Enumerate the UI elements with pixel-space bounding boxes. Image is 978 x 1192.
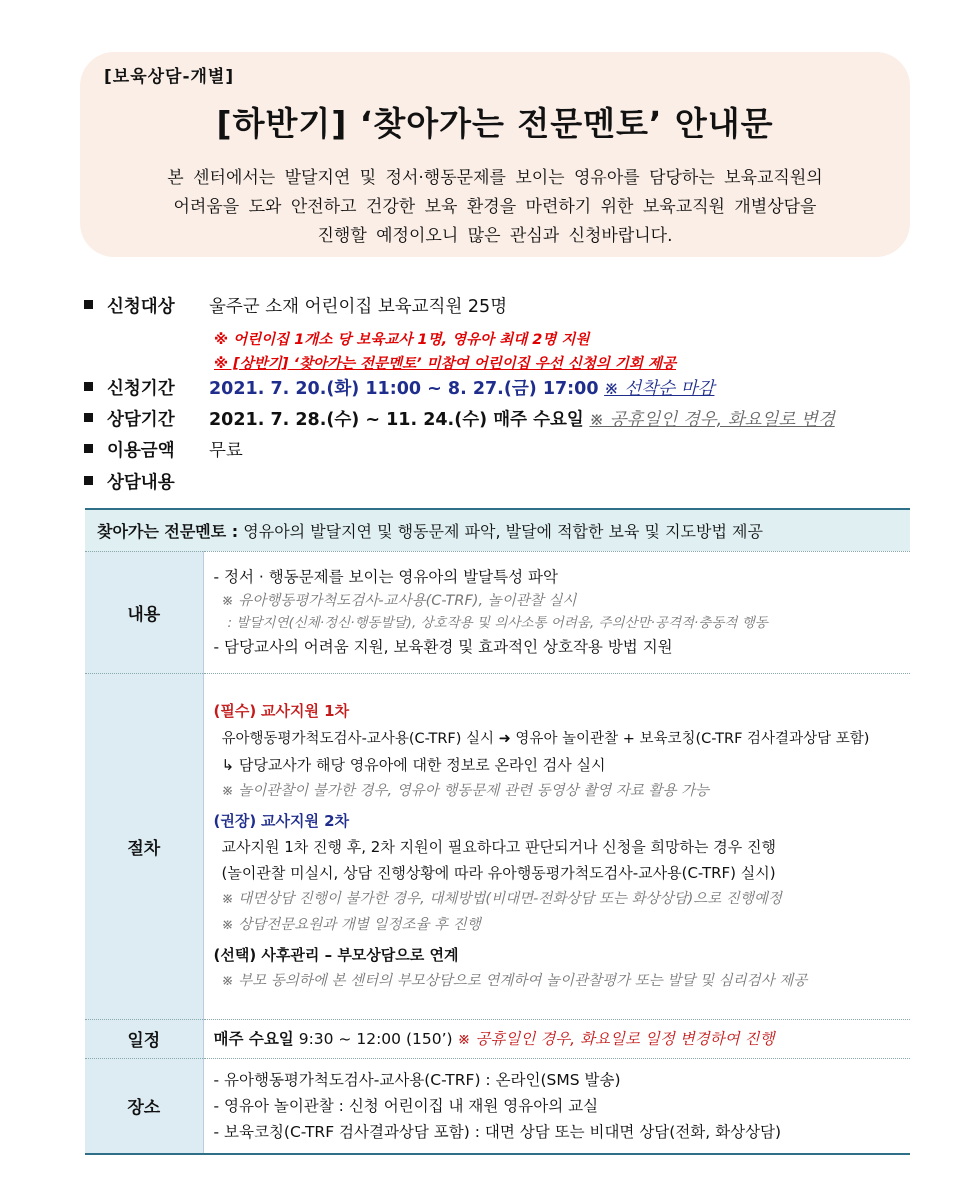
info-target [84, 293, 507, 318]
info-label: 이용금액 [107, 441, 175, 461]
bullet-icon [84, 413, 93, 422]
table-head-row [85, 509, 910, 551]
intro-line: 어려움을 도와 안전하고 건강한 보육 환경을 마련하기 위한 보육교직원 개별상담을 [173, 197, 817, 217]
info-label: 상담기간 [107, 410, 175, 430]
content-note: : 발달지연(신체·정신·행동발달), 상호작용 및 의사소통 어려움, 주의산만·공격적·충동적 행동 [227, 615, 768, 631]
content-note: ※ 유아행동평가척도검사-교사용(C-TRF), 놀이관찰 실시 [221, 593, 577, 609]
schedule-time: 9:30 ~ 12:00 (150’) [298, 1029, 453, 1048]
table-row [85, 1019, 910, 1058]
bullet-icon [84, 444, 93, 453]
row-label: 절차 [85, 673, 203, 1019]
detail-table [85, 508, 910, 1155]
intro-line: 본 센터에서는 발달지연 및 정서·행동문제를 보이는 영유아를 담당하는 보육교직원의 [167, 168, 823, 188]
content-line: - 정서 · 행동문제를 보이는 영유아의 발달특성 파악 [213, 568, 558, 586]
step1-line: ↳ 담당교사가 해당 영유아에 대한 정보로 온라인 검사 실시 [221, 756, 606, 774]
step2-heading [214, 808, 903, 834]
info-note: ※ 공휴일인 경우, 화요일로 변경 [589, 410, 835, 430]
step2-title: 교사지원 2차 [260, 812, 350, 830]
info-note: ※ 선착순 마감 [604, 379, 715, 399]
category-label: [보육상담-개별] [104, 67, 235, 87]
info-value: 울주군 소재 어린이집 보육교직원 25명 [209, 297, 508, 317]
intro-text [100, 164, 890, 251]
place-line: - 영유아 놀이관찰 : 신청 어린이집 내 재원 영유아의 교실 [213, 1096, 599, 1115]
row-label: 장소 [85, 1058, 203, 1154]
target-note: ※ 어린이집 1개소 당 보육교사 1명, 영유아 최대 2명 지원 [214, 332, 590, 348]
place-line: - 보육코칭(C-TRF 검사결과상담 포함) : 대면 상담 또는 비대면 상담(전화, 화상상담) [213, 1122, 782, 1141]
row-label: 일정 [85, 1019, 203, 1058]
info-label: 상담내용 [107, 473, 175, 493]
table-head-title: 찾아가는 전문멘토 : [97, 521, 239, 541]
info-fee [84, 437, 243, 462]
step1-title: 교사지원 1차 [260, 702, 350, 720]
table-row [85, 551, 910, 673]
intro-line: 진행할 예정이오니 많은 관심과 신청바랍니다. [317, 226, 673, 246]
table-row [85, 1058, 910, 1154]
row-body [203, 551, 910, 673]
step2-tag: (권장) [213, 812, 257, 830]
info-consult-period [84, 406, 835, 431]
table-head-desc: 영유아의 발달지연 및 행동문제 파악, 발달에 적합한 보육 및 지도방법 제공 [243, 521, 763, 541]
place-line: - 유아행동평가척도검사-교사용(C-TRF) : 온라인(SMS 발송) [213, 1070, 621, 1089]
step1-line: 유아행동평가척도검사-교사용(C-TRF) 실시 ➜ 영유아 놀이관찰 + 보육코칭(C-TRF 검사결과상담 포함) [221, 731, 870, 747]
target-note: ※ [상반기] ‘찾아가는 전문멘토’ 미참여 어린이집 우선 신청의 기회 제공 [214, 356, 676, 372]
bullet-icon [84, 300, 93, 309]
schedule-day: 매주 수요일 [213, 1029, 294, 1048]
step3-heading: (선택) 사후관리 – 부모상담으로 연계 [213, 946, 459, 964]
page-title: [하반기] ‘찾아가는 전문멘토’ 안내문 [216, 104, 774, 143]
row-body [203, 1058, 910, 1154]
row-body [203, 1019, 910, 1058]
table-row [85, 673, 910, 1019]
step2-line: (놀이관찰 미실시, 상담 진행상황에 따라 유아행동평가척도검사-교사용(C-TRF) 실시) [221, 864, 776, 882]
step2-note: ※ 상담전문요원과 개별 일정조율 후 진행 [221, 917, 481, 933]
step3-note: ※ 부모 동의하에 본 센터의 부모상담으로 연계하여 놀이관찰평가 또는 발달 및 심리검사 제공 [221, 973, 808, 989]
step2-note: ※ 대면상담 진행이 불가한 경우, 대체방법(비대면-전화상담 또는 화상상담)으로 진행예정 [221, 891, 782, 907]
row-label: 내용 [85, 551, 203, 673]
info-value: 2021. 7. 28.(수) ~ 11. 24.(수) 매주 수요일 [209, 410, 584, 430]
bullet-icon [84, 382, 93, 391]
info-label: 신청기간 [107, 379, 175, 399]
info-value: 2021. 7. 20.(화) 11:00 ~ 8. 27.(금) 17:00 [209, 379, 599, 399]
bullet-icon [84, 476, 93, 485]
info-content [84, 469, 209, 494]
step1-tag: (필수) [213, 702, 257, 720]
step1-note: ※ 놀이관찰이 불가한 경우, 영유아 행동문제 관련 동영상 촬영 자료 활용 가능 [221, 783, 710, 799]
info-value: 무료 [209, 441, 243, 461]
step1-heading [214, 698, 903, 724]
info-label: 신청대상 [107, 297, 175, 317]
row-body [203, 673, 910, 1019]
info-apply-period [84, 375, 714, 400]
table-head-cell [85, 509, 910, 551]
schedule-note: ※ 공휴일인 경우, 화요일로 일정 변경하여 진행 [457, 1029, 775, 1048]
step2-line: 교사지원 1차 진행 후, 2차 지원이 필요하다고 판단되거나 신청을 희망하는 경우 진행 [221, 838, 776, 856]
content-line: - 담당교사의 어려움 지원, 보육환경 및 효과적인 상호작용 방법 지원 [213, 638, 673, 656]
